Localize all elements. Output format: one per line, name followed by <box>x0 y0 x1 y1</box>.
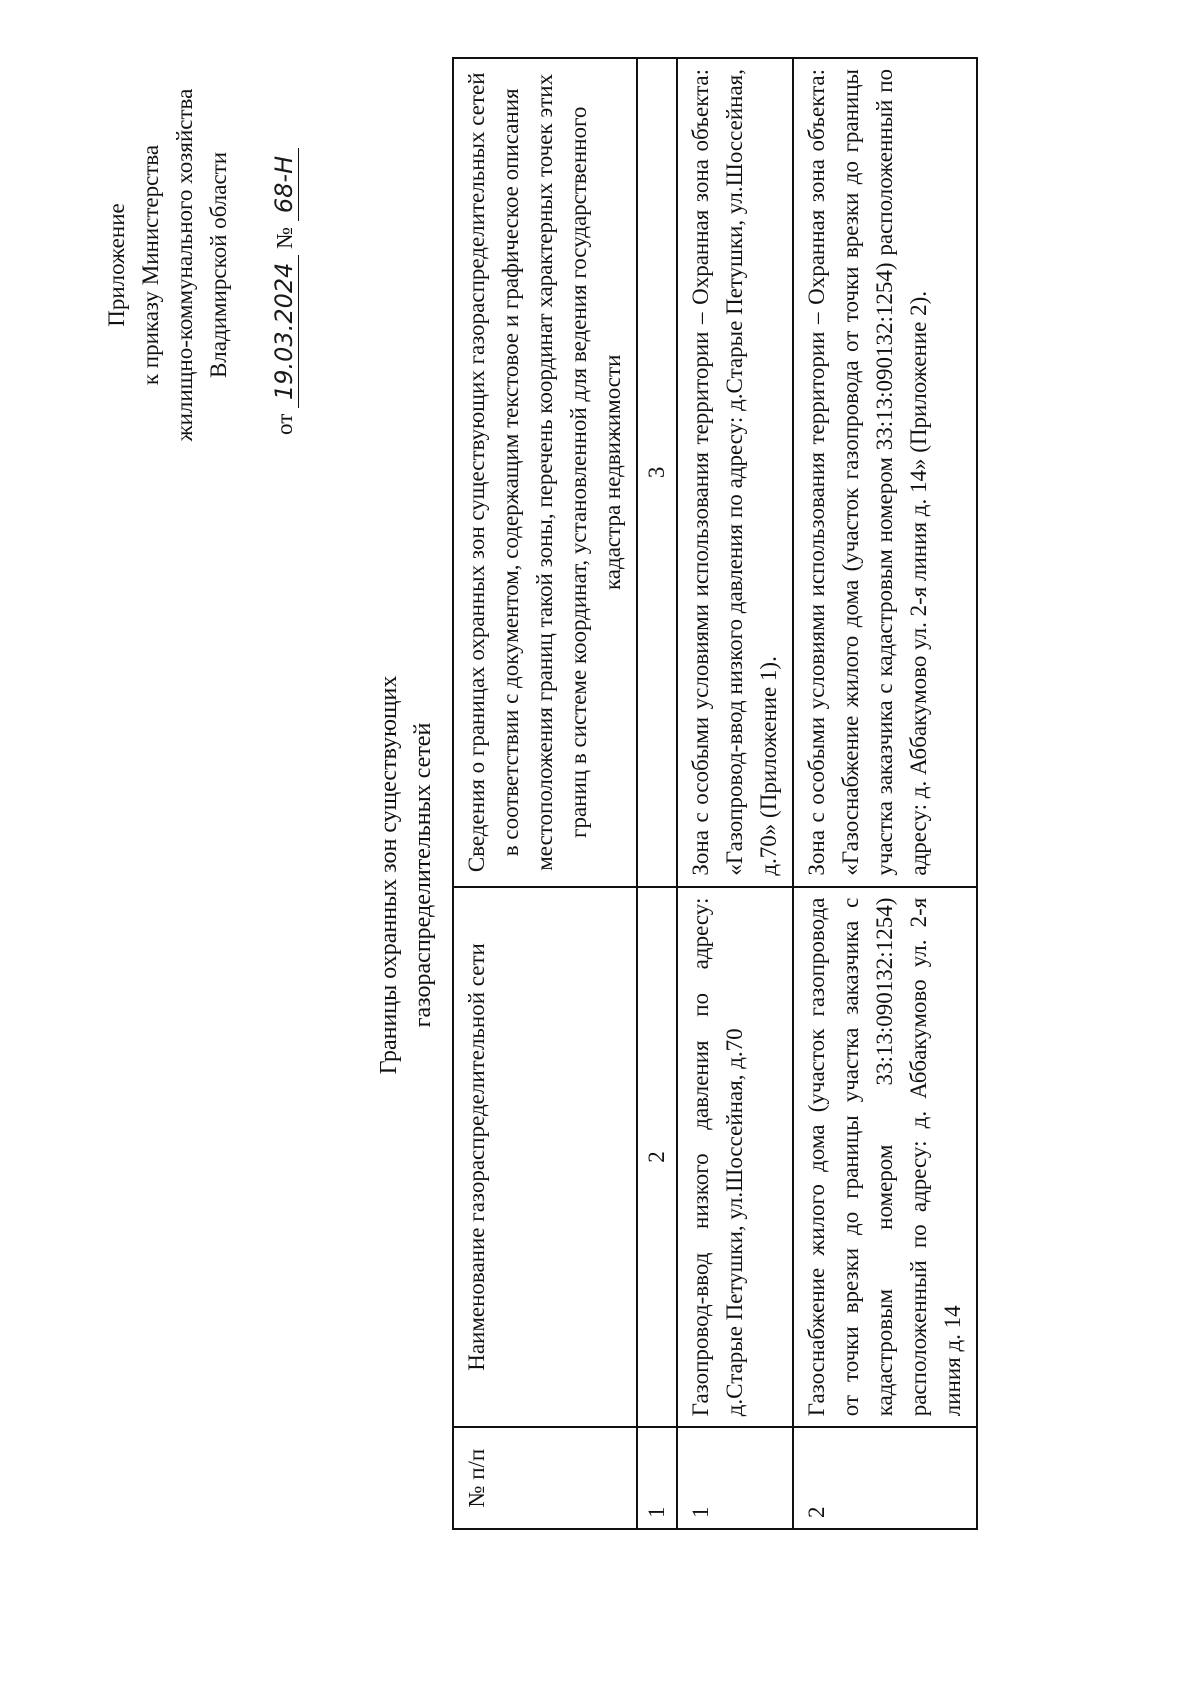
header-line: жилищно-коммунального хозяйства <box>172 88 197 442</box>
header-cell-info: Сведения о границах охранных зон существующих газораспределительных сетей в соответствии с документом, содержащим текстовое и графическое описания местоположения границ такой зоны, перечень координат характерных точек этих границ в системе координат, установленной для ведения государственного кадастра недвижимости <box>453 58 637 887</box>
date-prefix: от <box>272 413 297 435</box>
table-row <box>677 58 793 1529</box>
appendix-header <box>100 55 236 475</box>
row-number: 2 <box>793 1427 977 1529</box>
header-cell-number: № п/п <box>453 1427 637 1529</box>
order-number: 68-Н <box>270 148 299 221</box>
table-header-row <box>453 58 637 1529</box>
header-line: Приложение <box>104 203 129 327</box>
number-prefix: № <box>272 226 297 249</box>
document-title <box>372 375 440 1375</box>
title-line: газораспределительных сетей <box>410 722 436 1028</box>
column-number: 1 <box>637 1427 677 1529</box>
header-cell-name: Наименование газораспределительной сети <box>453 887 637 1428</box>
row-number: 1 <box>677 1427 793 1529</box>
title-line: Границы охранных зон существующих <box>376 675 402 1075</box>
column-number-row <box>637 58 677 1529</box>
zone-info: Зона с особыми условиями использования территории – Охранная зона объекта: «Газопровод-ввод низкого давления по адресу: д.Старые Петушки, ул.Шоссейная, д.70» (Приложение 1). <box>677 58 793 887</box>
zone-info: Зона с особыми условиями использования территории – Охранная зона объекта: «Газоснабжение жилого дома (участок газопровода от точки врезки до границы участка заказчика с кадастровым номером 33:13:090132:1254) расположенный по адресу: д. Аббакумово ул. 2-я линия д. 14» (Приложение 2). <box>793 58 977 887</box>
header-line: к приказу Министерства <box>138 144 163 386</box>
network-name: Газоснабжение жилого дома (участок газопровода от точки врезки до границы участка заказчика с кадастровым номером 33:13:090132:1254) расположенный по адресу: д. Аббакумово ул. 2-я линия д. 14 <box>793 887 977 1428</box>
column-number: 2 <box>637 887 677 1428</box>
order-date-number <box>270 15 298 435</box>
order-date: 19.03.2024 <box>270 255 299 408</box>
network-name: Газопровод-ввод низкого давления по адресу: д.Старые Петушки, ул.Шоссейная, д.70 <box>677 887 793 1428</box>
table-row <box>793 58 977 1529</box>
header-line: Владимирской области <box>206 151 231 379</box>
column-number: 3 <box>637 58 677 887</box>
zones-table <box>452 57 978 1530</box>
